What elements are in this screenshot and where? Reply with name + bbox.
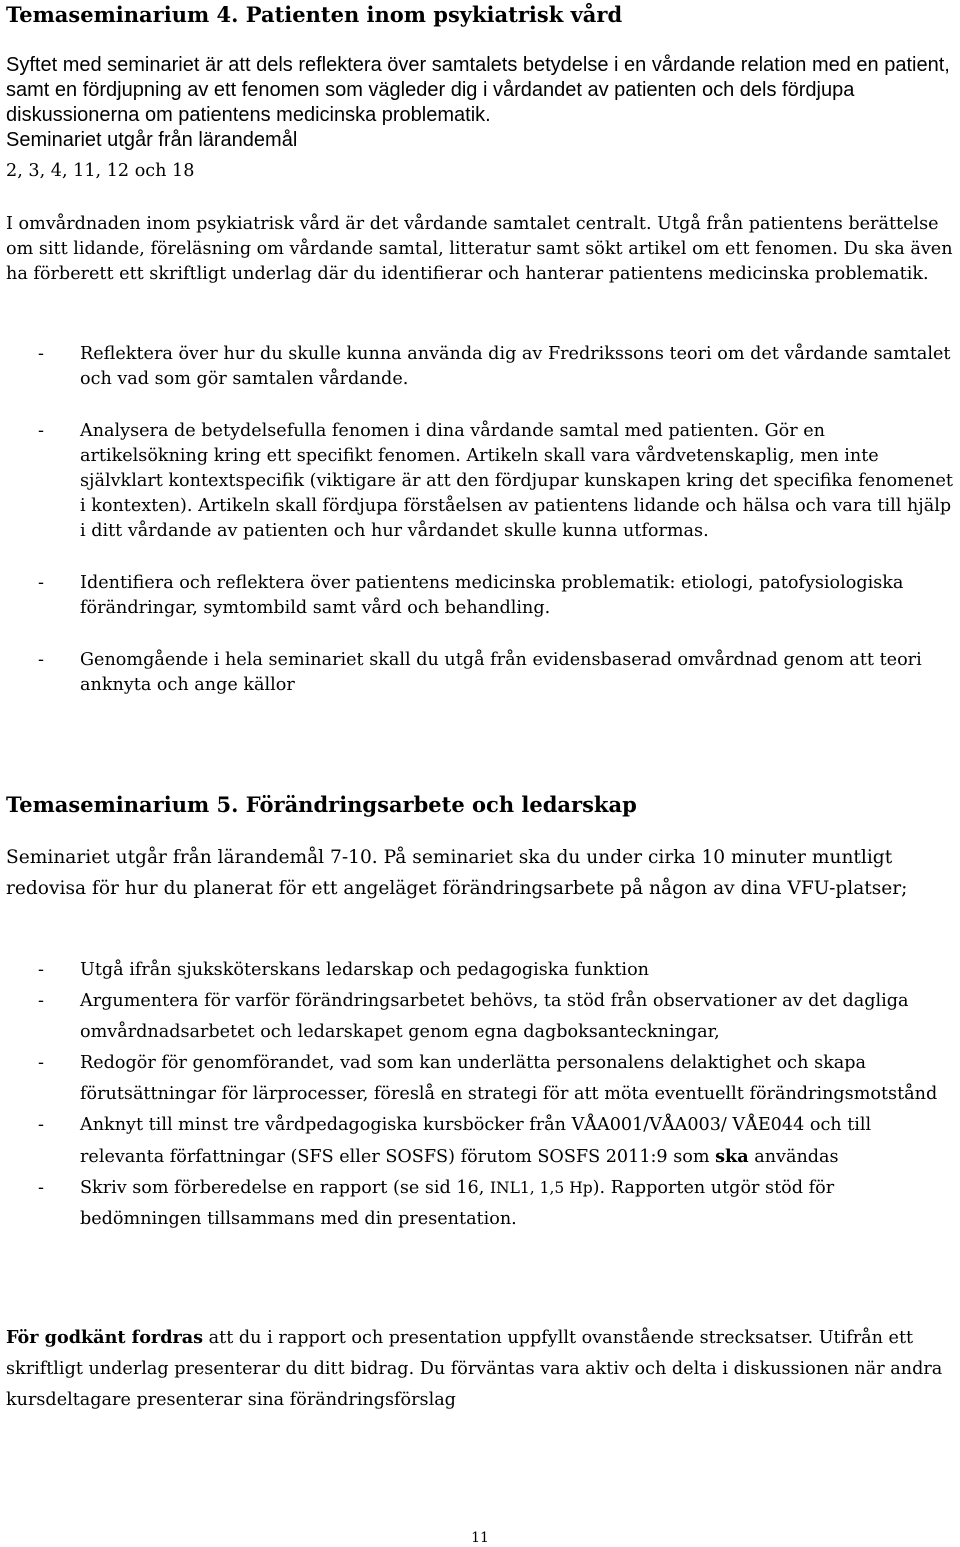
list-item-text-end: användas (754, 1147, 839, 1167)
section4-paragraph: I omvårdnaden inom psykiatrisk vård är det vårdande samtalet centralt. Utgå från patientens berättelse om sitt lidande, föreläsning om vårdande samtal, litteratur samt sökt artikel om ett fenomen. Du ska även ha förberett ett skriftligt underlag där du identifierar och hanterar patientens medicinska problematik. (6, 214, 953, 284)
section5-closing (6, 1322, 956, 1416)
section4-intro (6, 53, 956, 153)
closing-emphasis: För godkänt fordras (6, 1327, 204, 1348)
list-item-text: Identifiera och reflektera över patientens medicinska problematik: etiologi, patofysiologiska förändringar, symtombild samt vård och behandling. (80, 573, 904, 618)
list-item-text: Reflektera över hur du skulle kunna använda dig av Fredrikssons teori om det vårdande samtalet och vad som gör samtalen vårdande. (80, 344, 951, 389)
list-item (6, 419, 956, 544)
report-reference: INL1, 1,5 Hp (489, 1179, 593, 1197)
dash-marker: - (38, 1053, 44, 1073)
section5-intro: Seminariet utgår från lärandemål 7-10. På seminariet ska du under cirka 10 minuter muntligt redovisa för hur du planerat för ett angeläget förändringsarbete på någon av dina VFU-platser; (6, 847, 908, 899)
list-item (6, 648, 956, 698)
list-item-text: Argumentera för varför förändringsarbetet behövs, ta stöd från observationer av det dagliga omvårdnadsarbetet och ledarskapet genom egna dagboksanteckningar, (80, 991, 909, 1042)
list-item-text: Analysera de betydelsefulla fenomen i dina vårdande samtal med patienten. Gör en artikelsökning kring ett specifikt fenomen. Artikeln skall vara vårdvetenskaplig, men inte självklart kontextspecifik (viktigare är att den fördjupar kunskapen kring det specifika fenomenet i kontexten). Artikeln skall fördjupa förståelsen av patientens lidande och hälsa och vara till hjälp i ditt vårdande av patienten och hur vårdandet skulle kunna utformas. (80, 421, 953, 541)
dash-marker: - (38, 421, 44, 441)
dash-marker: - (38, 991, 44, 1011)
list-item (6, 1048, 956, 1110)
dash-marker: - (38, 650, 44, 670)
list-item (6, 986, 956, 1048)
list-item (6, 342, 956, 392)
list-item-text: Anknyt till minst tre vårdpedagogiska kursböcker från VÅA001/VÅA003/ VÅE044 och till relevanta författningar (SFS eller SOSFS) förutom SOSFS 2011:9 som (80, 1115, 872, 1167)
dash-marker: - (38, 1178, 44, 1198)
dash-marker: - (38, 573, 44, 593)
section5-heading: Temaseminarium 5. Förändringsarbete och ledarskap (6, 792, 637, 817)
section4-goals-label: Seminariet utgår från lärandemål (6, 129, 298, 151)
section4-bullet-list (6, 342, 956, 698)
closing-text: att du i rapport och presentation uppfyllt ovanstående strecksatser. Utifrån ett skriftligt underlag presenterar du ditt bidrag. Du förväntas vara aktiv och delta i diskussionen när andra kursdeltagare presenterar sina förändringsförslag (6, 1328, 943, 1410)
emphasis-ska: ska (715, 1146, 749, 1167)
list-item-text: Skriv som förberedelse en rapport (se sid 16, (80, 1178, 485, 1198)
section4-intro-text: Syftet med seminariet är att dels reflektera över samtalets betydelse i en vårdande relation med en patient, samt en fördjupning av ett fenomen som vägleder dig i vårdandet av patienten och dels fördjupa diskussionerna om patientens medicinska problematik. (6, 54, 950, 126)
list-item (6, 571, 956, 621)
dash-marker: - (38, 960, 44, 980)
dash-marker: - (38, 344, 44, 364)
list-item (6, 955, 956, 986)
dash-marker: - (38, 1115, 44, 1135)
section4-heading: Temaseminarium 4. Patienten inom psykiatrisk vård (6, 2, 623, 27)
list-item (6, 1110, 956, 1173)
page-number: 11 (471, 1530, 489, 1546)
list-item-text: Utgå ifrån sjuksköterskans ledarskap och pedagogiska funktion (80, 960, 649, 980)
section5-bullet-list (6, 955, 956, 1235)
section4-goals: 2, 3, 4, 11, 12 och 18 (6, 161, 195, 181)
list-item (6, 1173, 956, 1235)
list-item-text-end: ). Rapporten utgör stöd för bedömningen tillsammans med din presentation. (80, 1178, 835, 1229)
list-item-text: Genomgående i hela seminariet skall du utgå från evidensbaserad omvårdnad genom att teori anknyta och ange källor (80, 650, 922, 695)
list-item-text: Redogör för genomförandet, vad som kan underlätta personalens delaktighet och skapa förutsättningar för lärprocesser, föreslå en strategi för att möta eventuellt förändringsmotstånd (80, 1053, 938, 1104)
